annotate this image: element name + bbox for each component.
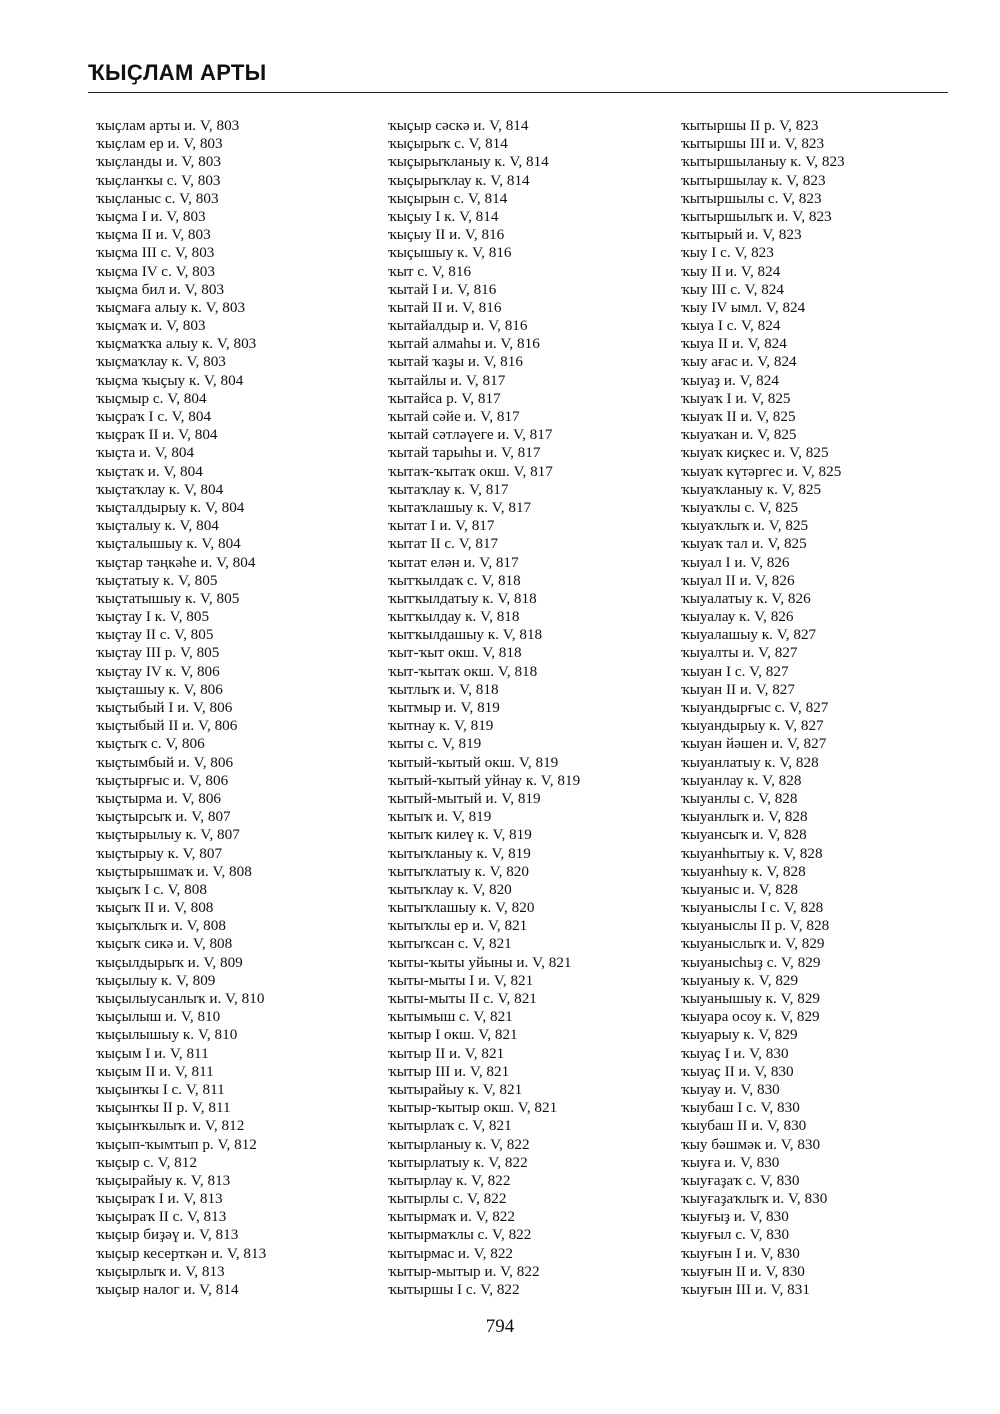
index-entry: ҡыуансыҡ и. V, 828	[681, 826, 807, 844]
index-entry: ҡыуалау к. V, 826	[681, 608, 794, 626]
index-entry: ҡыҫынҡы II р. V, 811	[96, 1099, 231, 1117]
index-entry: ҡыт с. V, 816	[388, 262, 472, 280]
index-entry: ҡыт-ҡыт окш. V, 818	[388, 644, 522, 662]
index-entry: ҡыуау и. V, 830	[681, 1080, 780, 1098]
column-2	[388, 117, 678, 1299]
index-entry: ҡытымыш с. V, 821	[388, 1008, 513, 1026]
index-entry: ҡыҫмаҡ и. V, 803	[96, 317, 206, 335]
index-entry: ҡыуаҡ II и. V, 825	[681, 408, 796, 425]
index-entry: ҡыу II и. V, 824	[681, 262, 781, 280]
index-entry: ҡыуан II и. V, 827	[681, 680, 795, 698]
index-entry: ҡыуал II и. V, 826	[681, 571, 795, 589]
index-entry: ҡыҫылыш и. V, 810	[96, 1008, 221, 1026]
index-entry: ҡыҫтау I к. V, 805	[96, 608, 210, 626]
index-entry: ҡыҫтау II с. V, 805	[96, 626, 214, 644]
index-entry: ҡыҫынҡы I с. V, 811	[96, 1080, 225, 1098]
index-entry: ҡытай ҡаҙы и. V, 816	[388, 353, 523, 371]
index-entry: ҡыуаҙ и. V, 824	[681, 371, 779, 389]
page-title: ҠЫҪЛАМ АРТЫ	[88, 60, 267, 85]
index-entry: ҡыҫыҡлыҡ и. V, 808	[96, 917, 226, 935]
index-entry: ҡытыҡ килеү к. V, 819	[388, 826, 532, 844]
index-entry: ҡыуарыу к. V, 829	[681, 1026, 798, 1044]
index-entry: ҡыҫланҡы с. V, 803	[96, 171, 221, 189]
index-entry: ҡыуаҫ I и. V, 830	[681, 1044, 789, 1062]
index-entry: ҡытат I и. V, 817	[388, 517, 495, 535]
index-entry: ҡыҫырлыҡ и. V, 813	[96, 1262, 225, 1280]
index-entry: ҡытыр-мытыр и. V, 822	[388, 1262, 540, 1280]
index-entry: ҡыуанышыу к. V, 829	[681, 990, 821, 1007]
column-1	[96, 117, 386, 1299]
index-entry: ҡыуанһытыу к. V, 828	[681, 844, 823, 862]
index-entry: ҡытҡылдаҡ с. V, 818	[388, 571, 521, 589]
index-entry: ҡыҫышыу к. V, 816	[388, 244, 512, 262]
index-entry: ҡыҫым I и. V, 811	[96, 1044, 209, 1062]
index-entry: ҡыҫтыбый I и. V, 806	[96, 699, 233, 716]
index-entry: ҡыуанлыҡ и. V, 828	[681, 808, 808, 826]
index-entry: ҡытырлаҡ с. V, 821	[388, 1117, 512, 1135]
index-entry: ҡыҫмаҡҡа алыу к. V, 803	[96, 335, 257, 353]
index-entry: ҡыҫраҡ I с. V, 804	[96, 408, 212, 425]
index-entry: ҡытырлатыу к. V, 822	[388, 1153, 528, 1171]
index-entry: ҡытыр-ҡытыр окш. V, 821	[388, 1099, 558, 1117]
index-entry: ҡыҫталыу к. V, 804	[96, 517, 219, 535]
index-entry: ҡытырмас и. V, 822	[388, 1244, 514, 1262]
index-entry: ҡыҫырыҡлау к. V, 814	[388, 171, 530, 189]
index-entry: ҡыуаҡ күтәргес и. V, 825	[681, 462, 842, 480]
index-entry: ҡыуғаҙаҡлыҡ и. V, 830	[681, 1190, 828, 1208]
index-entry: ҡытай сәтләүеге и. V, 817	[388, 426, 553, 444]
index-entry: ҡыуғын II и. V, 830	[681, 1262, 805, 1280]
index-entry: ҡыҫташыу к. V, 806	[96, 680, 223, 698]
index-entry: ҡыты-мыты I и. V, 821	[388, 971, 534, 989]
index-entry: ҡыҫыр биҙәү и. V, 813	[96, 1226, 239, 1244]
index-entry: ҡыҫыр кесерткән и. V, 813	[96, 1244, 267, 1262]
index-entry: ҡытырлау к. V, 822	[388, 1171, 511, 1189]
index-entry: ҡыҫтырма и. V, 806	[96, 789, 222, 807]
index-entry: ҡыу ағас и. V, 824	[681, 353, 797, 371]
index-entry: ҡыҫырыҡ с. V, 814	[388, 135, 508, 153]
index-entry: ҡыҫыҡ сикә и. V, 808	[96, 935, 233, 953]
index-entry: ҡыҫталдырыу к. V, 804	[96, 498, 245, 516]
index-entry: ҡыҫлам арты и. V, 803	[96, 117, 240, 134]
index-entry: ҡыҫма I и. V, 803	[96, 207, 206, 225]
index-entry: ҡытат елән и. V, 817	[388, 553, 519, 571]
index-entry: ҡыу III с. V, 824	[681, 280, 784, 298]
index-entry: ҡытыршы I с. V, 822	[388, 1281, 520, 1298]
index-entry: ҡыҫыр налог и. V, 814	[96, 1281, 239, 1298]
index-entry: ҡытыр I окш. V, 821	[388, 1026, 518, 1044]
index-entry: ҡытыр II и. V, 821	[388, 1044, 505, 1062]
index-entry: ҡытайлы и. V, 817	[388, 371, 506, 389]
index-entry: ҡыҫтырғыс и. V, 806	[96, 771, 229, 789]
index-entry: ҡыҫылыусанлыҡ и. V, 810	[96, 990, 265, 1007]
index-entry: ҡыҫыраҡ I и. V, 813	[96, 1190, 223, 1208]
index-entry: ҡыҫтырыу к. V, 807	[96, 844, 223, 862]
index-entry: ҡыуал I и. V, 826	[681, 553, 790, 571]
index-entry: ҡыуанһыу к. V, 828	[681, 862, 806, 880]
index-entry: ҡыуаҡланыу к. V, 825	[681, 480, 822, 498]
index-entry: ҡыҫлам ер и. V, 803	[96, 135, 223, 153]
index-entry: ҡыуаҡлы с. V, 825	[681, 498, 799, 516]
index-entry: ҡытырмаҡ и. V, 822	[388, 1208, 515, 1226]
index-entry: ҡыт-ҡытаҡ окш. V, 818	[388, 662, 538, 680]
index-entry: ҡытый-ҡытый уйнау к. V, 819	[388, 771, 581, 789]
index-entry: ҡыуаныслыҡ и. V, 829	[681, 935, 825, 953]
index-entry: ҡыуа II и. V, 824	[681, 335, 787, 353]
index-entry: ҡыуара осоу к. V, 829	[681, 1008, 820, 1026]
page-header	[88, 58, 948, 93]
index-entry: ҡытыҡ и. V, 819	[388, 808, 492, 826]
index-entry: ҡытыршы II р. V, 823	[681, 117, 819, 134]
index-entry: ҡыҫырыҡланыу к. V, 814	[388, 153, 549, 171]
index-entry: ҡытай I и. V, 816	[388, 280, 497, 298]
index-entry: ҡыуаныс и. V, 828	[681, 880, 799, 898]
index-entry: ҡытаҡ-ҡытаҡ окш. V, 817	[388, 462, 553, 480]
index-entry: ҡытай II и. V, 816	[388, 298, 502, 316]
index-entry: ҡыҫтаҡлау к. V, 804	[96, 480, 224, 498]
index-entry: ҡыуан йәшен и. V, 827	[681, 735, 827, 753]
index-entry: ҡыҫтыҡ с. V, 806	[96, 735, 205, 753]
index-entry: ҡыҫыр с. V, 812	[96, 1153, 197, 1171]
index-entry: ҡытырайыу к. V, 821	[388, 1080, 523, 1098]
index-entry: ҡыҫым II и. V, 811	[96, 1062, 214, 1080]
index-entry: ҡытҡылдау к. V, 818	[388, 608, 520, 626]
index-entry: ҡыуаныу к. V, 829	[681, 971, 799, 989]
page-number: 794	[485, 1316, 515, 1337]
index-entry: ҡыҫмыр с. V, 804	[96, 389, 207, 407]
index-entry: ҡыҫтатыу к. V, 805	[96, 571, 218, 589]
index-entry: ҡыубаш II и. V, 830	[681, 1117, 807, 1135]
index-entry: ҡыҫтатышыу к. V, 805	[96, 589, 240, 607]
index-entry: ҡыуалты и. V, 827	[681, 644, 798, 662]
index-entry: ҡытыҡсан с. V, 821	[388, 935, 512, 953]
index-entry: ҡытмыр и. V, 819	[388, 699, 500, 716]
header-rule	[88, 92, 948, 93]
index-entry: ҡытайалдыр и. V, 816	[388, 317, 528, 335]
column-3	[681, 117, 981, 1299]
index-entry: ҡыу I с. V, 823	[681, 244, 774, 262]
index-entry: ҡыуғын III и. V, 831	[681, 1281, 810, 1298]
index-entry: ҡыҫтырышмаҡ и. V, 808	[96, 862, 252, 880]
index-entry: ҡыҫтау III р. V, 805	[96, 644, 220, 662]
index-entry: ҡыҫтыбый II и. V, 806	[96, 717, 238, 735]
index-entry: ҡытый-ҡытый окш. V, 819	[388, 753, 559, 771]
index-entry: ҡыу IV ымл. V, 824	[681, 298, 806, 316]
index-entry: ҡыҫма бил и. V, 803	[96, 280, 225, 298]
index-entry: ҡыуаҡлыҡ и. V, 825	[681, 517, 809, 535]
index-entry: ҡыу бәшмәк и. V, 830	[681, 1135, 821, 1153]
index-entry: ҡыҫтымбый и. V, 806	[96, 753, 234, 771]
index-entry: ҡыуаҡан и. V, 825	[681, 426, 797, 444]
index-entry: ҡытыршы III и. V, 823	[681, 135, 825, 153]
index-entry: ҡытырый и. V, 823	[681, 226, 802, 244]
index-entry: ҡытҡылдатыу к. V, 818	[388, 589, 537, 607]
index-entry: ҡыуа I с. V, 824	[681, 317, 781, 335]
index-entry: ҡытыршыланыу к. V, 823	[681, 153, 845, 171]
index-entry: ҡытнау к. V, 819	[388, 717, 494, 735]
index-entry: ҡыҫыҡ I с. V, 808	[96, 880, 207, 898]
index-entry: ҡытаҡлау к. V, 817	[388, 480, 509, 498]
index-entry: ҡыҫырайыу к. V, 813	[96, 1171, 231, 1189]
index-entry: ҡыуғыҙ и. V, 830	[681, 1208, 789, 1226]
index-entry: ҡыҫыҡ II и. V, 808	[96, 899, 214, 917]
index-entry: ҡыуғын I и. V, 830	[681, 1244, 800, 1262]
index-entry: ҡытый-мытый и. V, 819	[388, 789, 541, 807]
index-entry: ҡыуға и. V, 830	[681, 1153, 780, 1171]
index-entry: ҡыҫтырсыҡ и. V, 807	[96, 808, 231, 826]
index-entry: ҡыҫма II и. V, 803	[96, 226, 211, 244]
index-entry: ҡыҫыу I к. V, 814	[388, 207, 499, 225]
index-entry: ҡыуанлау к. V, 828	[681, 771, 802, 789]
index-entry: ҡыҫыу II и. V, 816	[388, 226, 505, 244]
index-entry: ҡыҫма ҡыҫыу к. V, 804	[96, 371, 244, 389]
index-entry: ҡытлыҡ и. V, 818	[388, 680, 499, 698]
index-entry: ҡыуанысһыҙ с. V, 829	[681, 953, 821, 971]
index-entry: ҡыҫыраҡ II с. V, 813	[96, 1208, 227, 1226]
index-entry: ҡытыршылау к. V, 823	[681, 171, 826, 189]
index-entry: ҡыҫталышыу к. V, 804	[96, 535, 241, 553]
index-entry: ҡыҫтар тәңкәһе и. V, 804	[96, 553, 256, 571]
index-entry: ҡыуалашыу к. V, 827	[681, 626, 817, 644]
index-entry: ҡыуаҡ киҫкес и. V, 825	[681, 444, 829, 462]
index-entry: ҡыуаҡ тал и. V, 825	[681, 535, 807, 553]
index-entry: ҡытҡылдашыу к. V, 818	[388, 626, 543, 644]
index-entry: ҡытай алмаһы и. V, 816	[388, 335, 540, 353]
index-entry: ҡыуандырыу к. V, 827	[681, 717, 824, 735]
index-entry: ҡытырланыу к. V, 822	[388, 1135, 530, 1153]
index-entry: ҡытырлы с. V, 822	[388, 1190, 507, 1208]
index-entry: ҡыты-ҡыты уйыны и. V, 821	[388, 953, 572, 971]
index-entry: ҡытаҡлашыу к. V, 817	[388, 498, 532, 516]
index-entry: ҡытыршылы с. V, 823	[681, 189, 822, 207]
index-entry: ҡыҫынҡылыҡ и. V, 812	[96, 1117, 245, 1135]
index-entry: ҡыты с. V, 819	[388, 735, 482, 753]
index-entry: ҡыҫтау IV к. V, 806	[96, 662, 220, 680]
index-entry: ҡытырмаҡлы с. V, 822	[388, 1226, 532, 1244]
index-entry: ҡыуалатыу к. V, 826	[681, 589, 811, 607]
index-entry: ҡыҫылышыу к. V, 810	[96, 1026, 238, 1044]
index-entry: ҡыуғаҙаҡ с. V, 830	[681, 1171, 800, 1189]
index-entry: ҡытыҡлау к. V, 820	[388, 880, 512, 898]
index-entry: ҡыҫмаҡлау к. V, 803	[96, 353, 226, 371]
index-entry: ҡыҫтырылыу к. V, 807	[96, 826, 240, 844]
index-entry: ҡыуаныслы I с. V, 828	[681, 899, 824, 917]
index-entry: ҡытыҡланыу к. V, 819	[388, 844, 531, 862]
index-entry: ҡыҫылыу к. V, 809	[96, 971, 216, 989]
index-entry: ҡытыҡлатыу к. V, 820	[388, 862, 529, 880]
index-entry: ҡыты-мыты II с. V, 821	[388, 990, 537, 1007]
index-entry: ҡыҫланды и. V, 803	[96, 153, 221, 171]
index-entry: ҡытыршылыҡ и. V, 823	[681, 207, 832, 225]
index-entry: ҡыҫып-ҡымтып р. V, 812	[96, 1135, 257, 1153]
index-entry: ҡытай тарыһы и. V, 817	[388, 444, 541, 462]
index-entry: ҡытайса р. V, 817	[388, 389, 501, 407]
index-entry: ҡыҫма III с. V, 803	[96, 244, 215, 262]
index-entry: ҡытай сәйе и. V, 817	[388, 408, 520, 425]
index-entry: ҡытыр III и. V, 821	[388, 1062, 510, 1080]
index-entry: ҡыҫырын с. V, 814	[388, 189, 508, 207]
index-entry: ҡыуаҫ II и. V, 830	[681, 1062, 794, 1080]
index-entry: ҡыҫма IV с. V, 803	[96, 262, 215, 280]
index-entry: ҡытат II с. V, 817	[388, 535, 499, 553]
index-entry: ҡыҫраҡ II и. V, 804	[96, 426, 218, 444]
index-entry: ҡыҫта и. V, 804	[96, 444, 195, 462]
index-entry: ҡытыҡлы ер и. V, 821	[388, 917, 528, 935]
index-entry: ҡыуан I с. V, 827	[681, 662, 789, 680]
index-entry: ҡыубаш I с. V, 830	[681, 1099, 800, 1117]
index-entry: ҡыуанлатыу к. V, 828	[681, 753, 819, 771]
index-entry: ҡытыҡлашыу к. V, 820	[388, 899, 535, 917]
index-entry: ҡыҫтаҡ и. V, 804	[96, 462, 203, 480]
index-entry: ҡыуғыл с. V, 830	[681, 1226, 790, 1244]
index-entry: ҡыҫыр сәскә и. V, 814	[388, 117, 529, 134]
index-entry: ҡыҫланыс с. V, 803	[96, 189, 219, 207]
index-entry: ҡыҫылдырыҡ и. V, 809	[96, 953, 243, 971]
index-entry: ҡыуаҡ I и. V, 825	[681, 389, 791, 407]
index-entry: ҡыуандырғыс с. V, 827	[681, 699, 829, 716]
index-entry: ҡыуаныслы II р. V, 828	[681, 917, 830, 935]
index-entry: ҡыҫмаға алыу к. V, 803	[96, 298, 246, 316]
index-entry: ҡыуанлы с. V, 828	[681, 789, 798, 807]
